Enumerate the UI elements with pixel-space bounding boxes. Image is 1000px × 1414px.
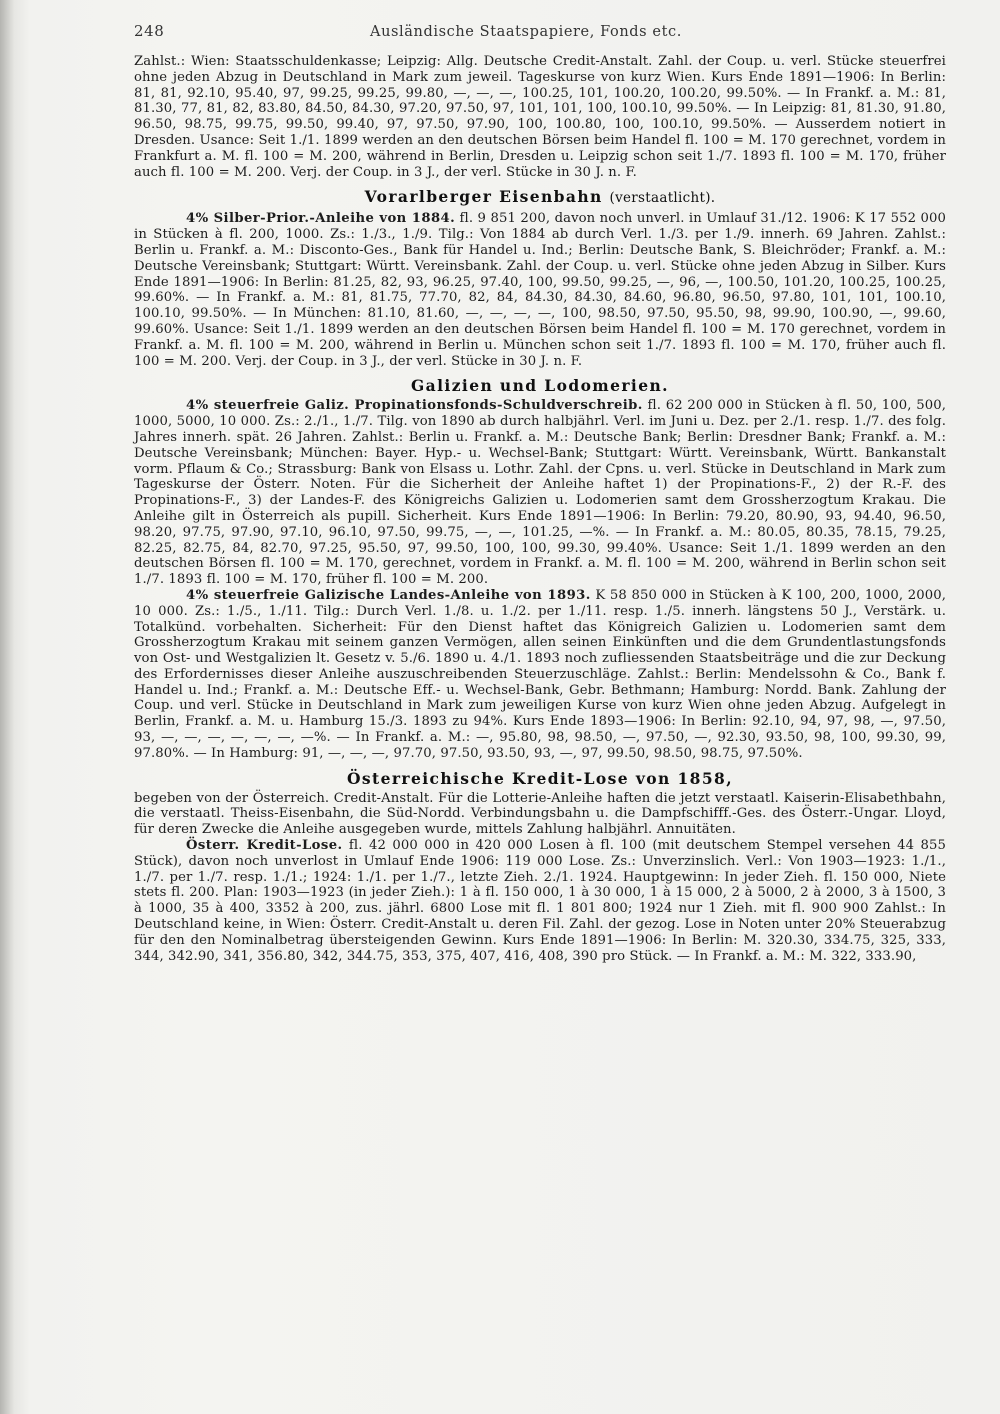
galizien-landes-paragraph: [134, 588, 946, 762]
vorarlberg-loan-text: fl. 9 851 200, davon noch unverl. in Umlauf 31./12. 1906: K 17 552 000 in Stücken à fl. 200, 1000. Zs.: 1./3., 1./9. Tilg.: Von 1884 ab durch Verl. 1./3. per 1./9. innerh. 69 Jahren. Zahlst.: Berlin u. Frankf. a. M.: Disconto-Ges., Bank für Handel u. Ind.; Berlin: Deutsche Bank, S. Bleichröder; Frankf. a. M.: Deutsche Vereinsbank; Stuttgart: Württ. Vereinsbank. Zahl. der Coup. u. verl. Stücke ohne jeden Abzug in Silber. Kurs Ende 1891—1906: In Berlin: 81.25, 82, 93, 96.25, 97.40, 100, 99.50, 99.25, —, 96, —, 100.50, 101.20, 100.25, 100.25, 99.60%. — In Frankf. a. M.: 81, 81.75, 77.70, 82, 84, 84.30, 84.30, 84.60, 96.80, 96.50, 97.80, 101, 101, 100.10, 100.10, 99.50%. — In München: 81.10, 81.60, —, —, —, —, 100, 98.50, 97.50, 95.50, 98, 99.90, 100.90, —, 99.60, 99.60%. Usance: Seit 1./1. 1899 werden an den deutschen Börsen beim Handel fl. 100 = M. 170 gerechnet, vordem in Frankf. a. M. fl. 100 = M. 200, während in Berlin u. München schon seit 1./7. 1893 fl. 100 = M. 170, früher auch fl. 100 = M. 200. Verj. der Coup. in 3 J., der verl. Stücke in 30 J. n. F.: [134, 211, 946, 369]
page-number: 248: [134, 22, 165, 40]
section-heading-galizien: Galizien und Lodomerien.: [411, 376, 669, 396]
page-header: [134, 22, 946, 54]
vorarlberg-loan-title: 4% Silber-Prior.-Anleihe von 1884.: [186, 211, 456, 227]
kredit-lose-intro-paragraph: begeben von der Österreich. Credit-Anstalt. Für die Lotterie-Anleihe haften die jetzt verstaatl. Kaiserin-Elisabethbahn, die verstaatl. Theiss-Eisenbahn, die Süd-Nordd. Verbindungsbahn u. die Dampfschifff.-Ges. des Österr.-Ungar. Lloyd, für deren Zwecke die Anleihe ausgegeben wurde, mittels Zahlung halbjährl. Annuitäten.: [134, 790, 946, 838]
section-heading-vorarlberg-note: (verstaatlicht).: [609, 190, 716, 207]
section-heading-vorarlberg-title: Vorarlberger Eisenbahn: [364, 187, 603, 207]
kredit-lose-title: Österr. Kredit-Lose.: [186, 838, 343, 854]
binding-shadow: [0, 0, 14, 1414]
galizien-landes-text: K 58 850 000 in Stücken à K 100, 200, 1000, 2000, 10 000. Zs.: 1./5., 1./11. Tilg.: Durch Verl. 1./8. u. 1./2. per 1./11. resp. 1./5. innerh. längstens 50 J., Verstärk. u. Totalkünd. vorbehalten. Sicherheit: Für den Dienst haftet das Königreich Galizien u. Lodomerien samt dem Grossherzogtum Krakau mit seinem ganzen Vermögen, allen seinen Einkünften und die dem Grundentlastungsfonds von Ost- und Westgalizien lt. Gesetz v. 5./6. 1890 u. 4./1. 1893 noch zufliessenden Staatsbeiträge und die zur Deckung des Erfordernisses dieser Anleihe auszuschreibenden Steuerzuschläge. Zahlst.: Berlin: Mendelssohn & Co., Bank f. Handel u. Ind.; Frankf. a. M.: Deutsche Eff.- u. Wechsel-Bank, Gebr. Bethmann; Hamburg: Nordd. Bank. Zahlung der Coup. und verl. Stücke in Deutschland in Mark zum jeweiligen Kurse von kurz Wien ohne jeden Abzug. Aufgelegt in Berlin, Frankf. a. M. u. Hamburg 15./3. 1893 zu 94%. Kurs Ende 1893—1906: In Berlin: 92.10, 94, 97, 98, —, 97.50, 93, —, —, —, —, —, —, —%. — In Frankf. a. M.: —, 95.80, 98, 98.50, —, 97.50, —, 92.30, 93.50, 98, 100, 99.30, 99, 97.80%. — In Hamburg: 91, —, —, —, 97.70, 97.50, 93.50, 93, —, 97, 99.50, 98.50, 98.75, 97.50%.: [134, 587, 946, 761]
running-title: Ausländische Staatspapiere, Fonds etc.: [370, 24, 682, 40]
page-body: [134, 54, 946, 964]
kredit-lose-paragraph: [134, 838, 946, 964]
vorarlberg-loan-paragraph: [134, 211, 946, 369]
intro-paragraph: Zahlst.: Wien: Staatsschuldenkasse; Leipzig: Allg. Deutsche Credit-Anstalt. Zahl. der Coup. u. verl. Stücke steuerfrei ohne jeden Abzug in Deutschland in Mark zum jeweil. Tageskurse von kurz Wien. Kurs Ende 1891—1906: In Berlin: 81, 81, 92.10, 95.40, 97, 99.25, 99.25, 99.80, —, —, —, 100.25, 101, 100.20, 100.20, 99.50%. — In Frankf. a. M.: 81, 81.30, 77, 81, 82, 83.80, 84.50, 84.30, 97.20, 97.50, 97, 101, 101, 100, 100.10, 99.50%. — In Leipzig: 81, 81.30, 91.80, 96.50, 98.75, 99.75, 99.50, 99.40, 97, 97.50, 97.90, 100, 100.80, 100, 100.10, 99.50%. — Ausserdem notiert in Dresden. Usance: Seit 1./1. 1899 werden an den deutschen Börsen beim Handel fl. 100 = M. 170 gerechnet, vordem in Frankfurt a. M. fl. 100 = M. 200, während in Berlin, Dresden u. Leipzig schon seit 1./7. 1893 fl. 100 = M. 170, früher auch fl. 100 = M. 200. Verj. der Coup. in 3 J., der verl. Stücke in 30 J. n. F.: [134, 54, 946, 180]
galizien-landes-title: 4% steuerfreie Galizische Landes-Anleihe von 1893.: [186, 587, 591, 603]
galizien-propination-text: fl. 62 200 000 in Stücken à fl. 50, 100, 500, 1000, 5000, 10 000. Zs.: 2./1., 1./7. Tilg. von 1890 ab durch halbjährl. Verl. im Juni u. Dez. per 2./1. resp. 1./7. des folg. Jahres innerh. spät. 26 Jahren. Zahlst.: Berlin u. Frankf. a. M.: Deutsche Bank; Berlin: Dresdner Bank; Frankf. a. M.: Deutsche Vereinsbank; München: Bayer. Hyp.- u. Wechsel-Bank; Stuttgart: Württ. Vereinsbank, Württ. Bankanstalt vorm. Pflaum & Co.; Strassburg: Bank von Elsass u. Lothr. Zahl. der Cpns. u. verl. Stücke in Deutschland in Mark zum Tageskurse der Österr. Noten. Für die Sicherheit der Anleihe haftet 1) der Propinations-F., 2) der R.-F. des Propinations-F., 3) der Landes-F. des Königreichs Galizien u. Lodomerien samt dem Grossherzogtum Krakau. Die Anleihe gilt in Österreich als pupill. Sicherheit. Kurs Ende 1891—1906: In Berlin: 79.20, 80.90, 93, 94.40, 96.50, 98.20, 97.75, 97.90, 97.10, 96.10, 97.50, 99.75, —, —, 101.25, —%. — In Frankf. a. M.: 80.05, 80.35, 78.15, 79.25, 82.25, 82.75, 84, 82.70, 97.25, 95.50, 97, 99.50, 100, 100, 99.30, 99.40%. Usance: Seit 1./1. 1899 werden an den deutschen Börsen fl. 100 = M. 170, gerechnet, vordem in Frankf. a. M. fl. 100 = M. 200, während in Berlin schon seit 1./7. 1893 fl. 100 = M. 170, früher fl. 100 = M. 200.: [134, 398, 946, 588]
galizien-propination-paragraph: [134, 398, 946, 588]
section-heading-kredit-lose: Österreichische Kredit-Lose von 1858,: [346, 768, 733, 788]
kredit-lose-text: fl. 42 000 000 in 420 000 Losen à fl. 100 (mit deutschem Stempel versehen 44 855 Stück), davon noch unverlost in Umlauf Ende 1906: 119 000 Lose. Zs.: Unverzinslich. Verl.: Von 1903—1923: 1./1., 1./7. per 1./7. resp. 1./1.; 1924: 1./1. per 1./7., letzte Zieh. 2./1. 1924. Hauptgewinn: In jeder Zieh. fl. 150 000, Niete stets fl. 200. Plan: 1903—1923 (in jeder Zieh.): 1 à fl. 150 000, 1 à 30 000, 1 à 15 000, 2 à 5000, 2 à 2000, 3 à 1500, 3 à 1000, 35 à 400, 3352 à 200, zus. jährl. 6800 Lose mit fl. 1 801 800; 1924 nur 1 Zieh. mit fl. 900 900 Zahlst.: In Deutschland keine, in Wien: Österr. Credit-Anstalt u. deren Fil. Zahl. der gezog. Lose in Noten unter 20% Steuerabzug für den den Nominalbetrag übersteigenden Gewinn. Kurs Ende 1891—1906: In Berlin: M. 320.30, 334.75, 325, 333, 344, 342.90, 341, 356.80, 342, 344.75, 353, 375, 407, 416, 408, 390 pro Stück. — In Frankf. a. M.: M. 322, 333.90,: [134, 838, 946, 964]
section-heading-vorarlberg: [134, 187, 946, 208]
galizien-propination-title: 4% steuerfreie Galiz. Propinationsfonds-Schuldverschreib.: [186, 398, 643, 414]
